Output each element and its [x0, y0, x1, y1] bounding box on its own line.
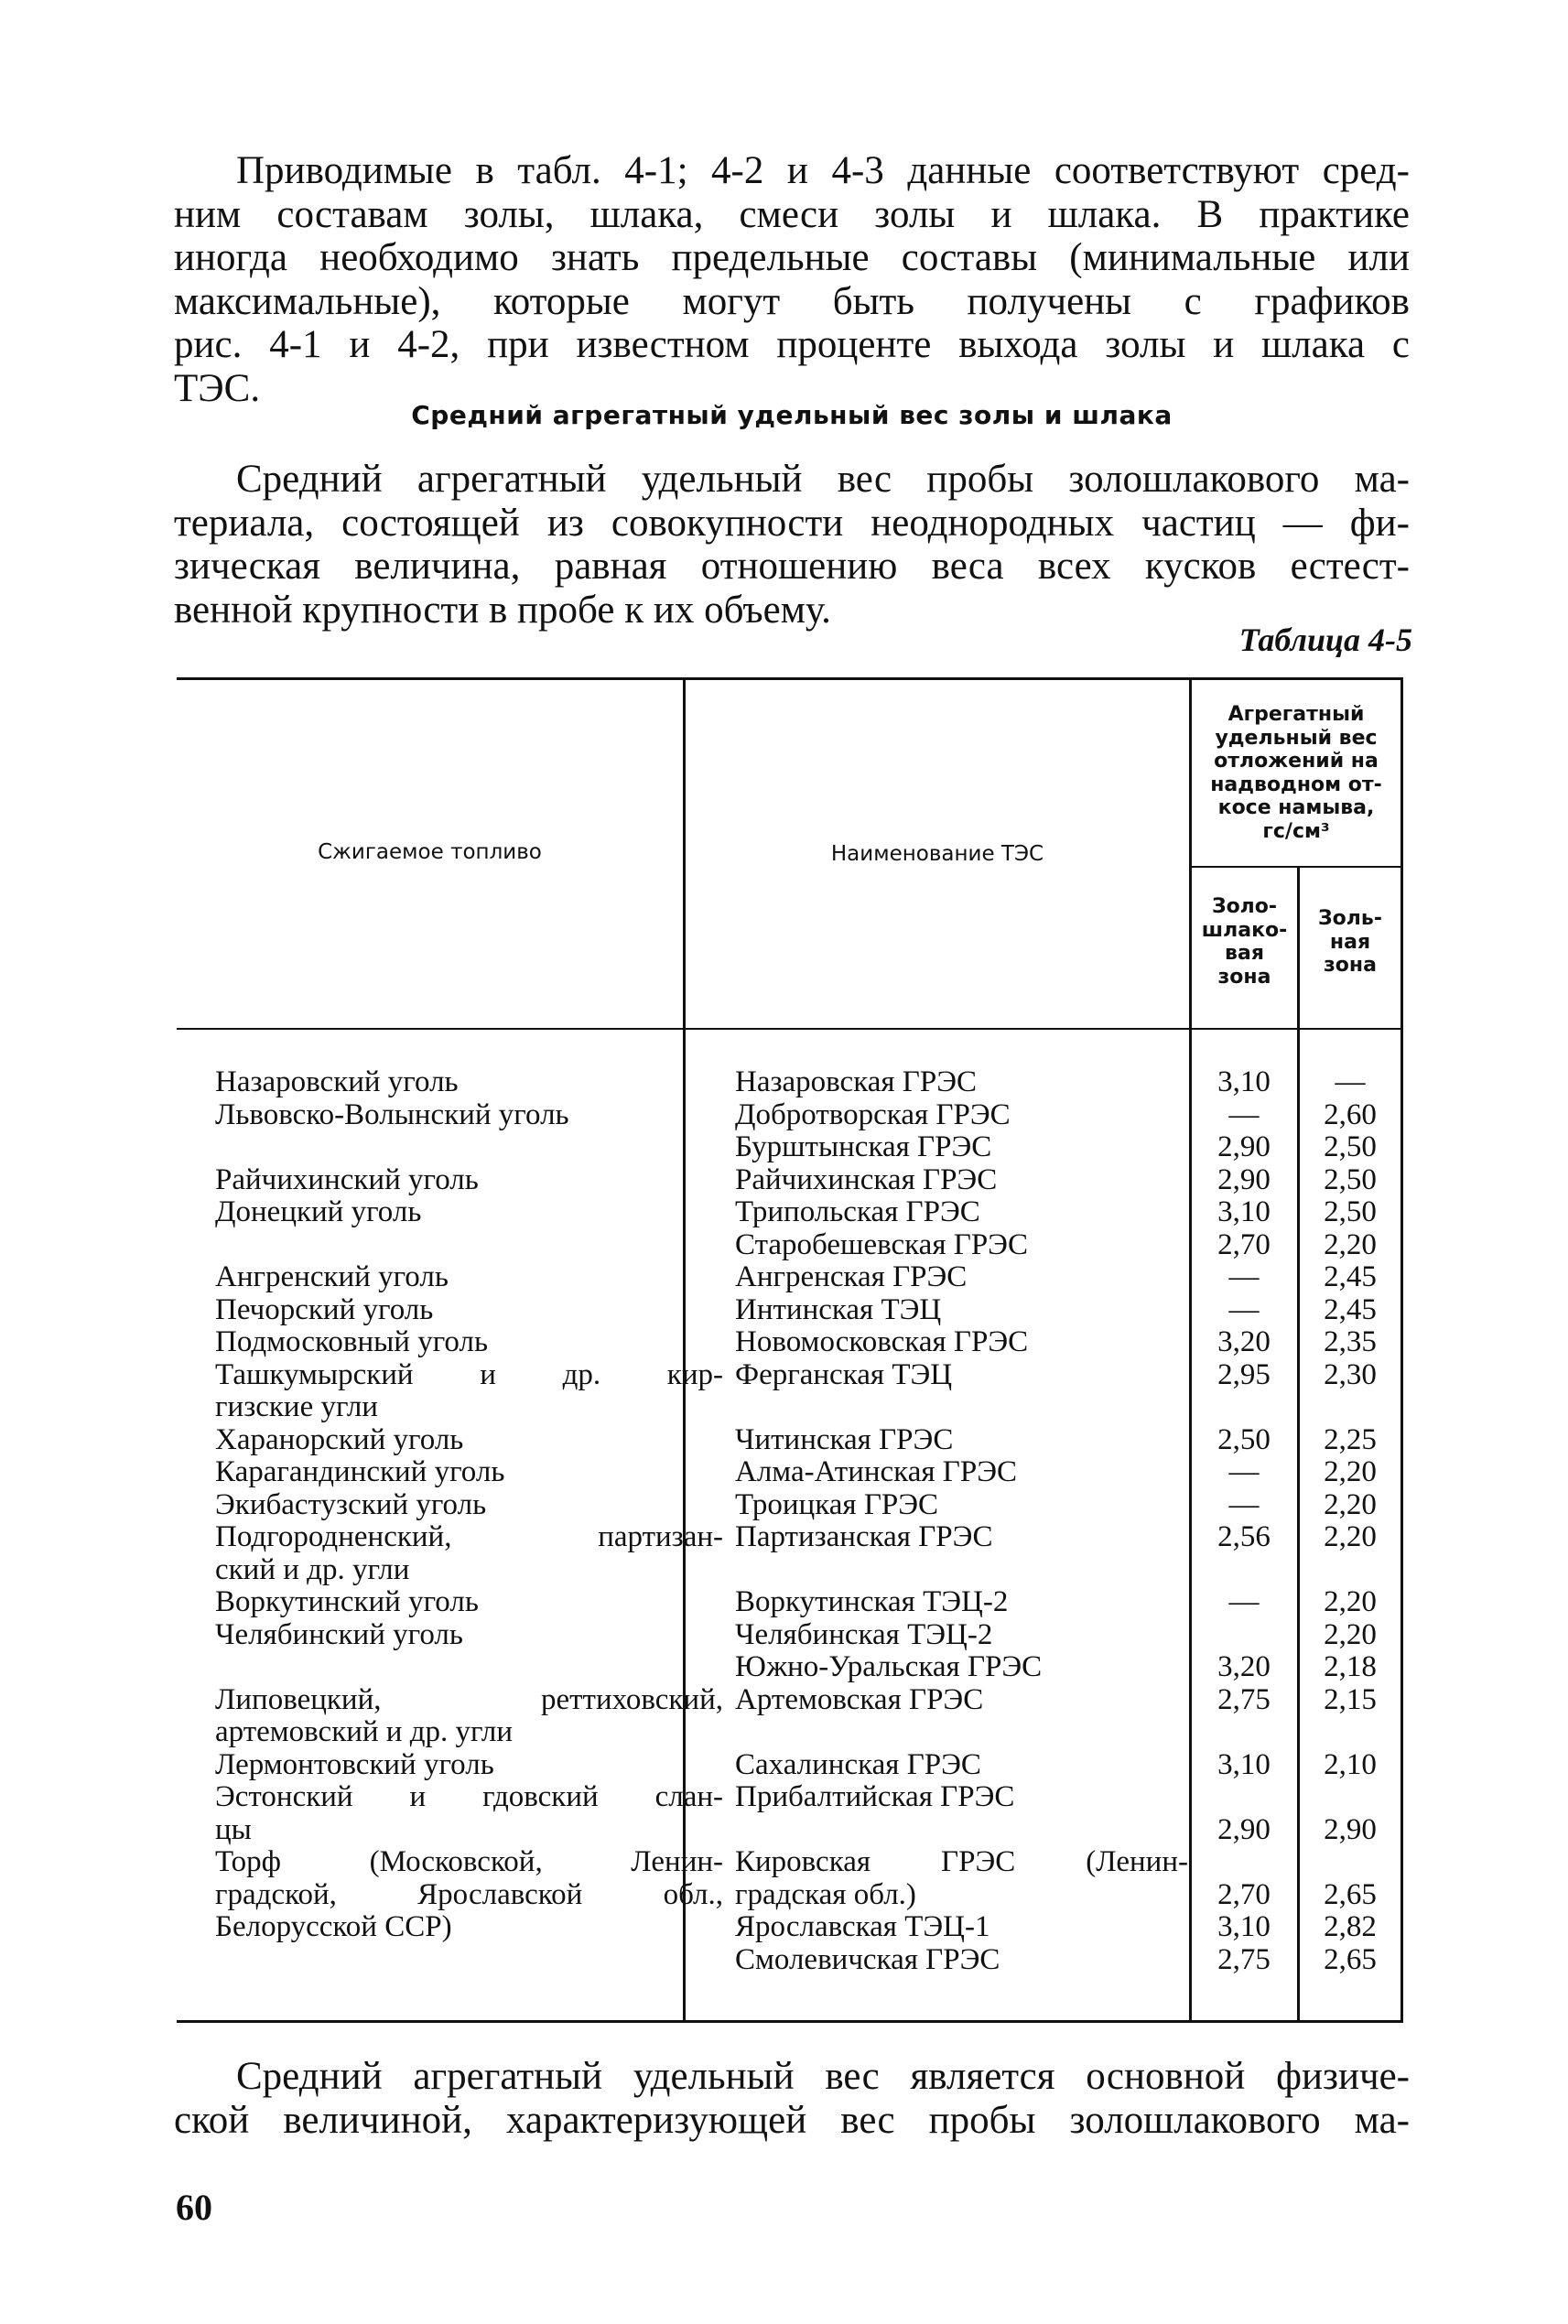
zone1-value	[1193, 1391, 1295, 1424]
table-bottom-rule	[177, 2020, 1403, 2023]
fuel-cell	[215, 1131, 723, 1164]
tes-cell: Ферганская ТЭЦ	[735, 1357, 953, 1391]
paragraph-line: венной крупности в пробе к их объему.	[174, 588, 831, 632]
page-number: 60	[176, 2187, 212, 2228]
zone1-value: —	[1228, 1487, 1260, 1521]
zone2-value: —	[1335, 1065, 1366, 1098]
tes-cell: Ярославская ТЭЦ-1	[735, 1910, 990, 1943]
fuel-cell	[215, 1651, 723, 1684]
fuel-cell: Назаровский уголь	[215, 1065, 459, 1098]
zone1-value: 3,20	[1217, 1650, 1271, 1683]
tes-cell: Старобешевская ГРЭС	[735, 1227, 1028, 1261]
table-caption: Таблица 4-5	[1238, 622, 1412, 658]
table-subheader-rule	[1189, 866, 1403, 868]
zone1-value: —	[1228, 1260, 1260, 1293]
fuel-cell: Подмосковный уголь	[215, 1325, 488, 1358]
tes-cell	[735, 1391, 1188, 1424]
zone2-value: 2,90	[1324, 1812, 1377, 1846]
fuel-cell: цы	[215, 1812, 252, 1846]
zone1-value: 3,20	[1217, 1325, 1271, 1358]
zone1-value: 2,95	[1217, 1357, 1271, 1391]
paragraph-line: Приводимые в табл. 4-1; 4-2 и 4-3 данные соответствуют сред-	[236, 149, 1410, 192]
table-top-rule	[177, 677, 1403, 680]
tes-cell: Трипольская ГРЭС	[735, 1195, 980, 1228]
tes-cell: Райчихинская ГРЭС	[735, 1162, 998, 1196]
zone1-value: —	[1228, 1292, 1260, 1326]
zone2-value: 2,20	[1324, 1227, 1377, 1261]
table-col-rule	[1189, 680, 1192, 2020]
zone1-value	[1193, 1781, 1295, 1814]
zone2-value	[1301, 1391, 1400, 1424]
header-line: зона	[1217, 965, 1271, 989]
header-line: Золо-	[1211, 895, 1278, 918]
fuel-cell: Ташкумырский и др. кир-	[215, 1357, 723, 1391]
header-line: гс/см³	[1262, 819, 1330, 843]
paragraph-line: иногда необходимо знать предельные составы (минимальные или	[174, 236, 1410, 279]
header-zone1	[1192, 895, 1297, 989]
header-line: шлако-	[1201, 918, 1288, 942]
zone2-value: 2,45	[1324, 1292, 1377, 1326]
zone1-value: —	[1228, 1585, 1260, 1618]
zone2-value: 2,50	[1324, 1195, 1377, 1228]
fuel-cell: гизские угли	[215, 1390, 378, 1423]
zone1-value	[1193, 1846, 1295, 1879]
tes-column	[735, 1066, 1188, 1976]
tes-cell	[735, 1814, 1188, 1847]
fuel-cell: Львовско-Волынский уголь	[215, 1097, 569, 1131]
zone2-value: 2,15	[1324, 1682, 1377, 1716]
fuel-cell: градской, Ярославской обл.,	[215, 1877, 723, 1911]
zone1-value: 3,10	[1217, 1910, 1271, 1943]
fuel-cell	[215, 1229, 723, 1262]
table-col-rule	[1297, 868, 1300, 2020]
tes-cell: Бурштынская ГРЭС	[735, 1130, 992, 1163]
table-header-rule	[177, 1028, 1403, 1030]
tes-cell: Сахалинская ГРЭС	[735, 1747, 981, 1781]
fuel-cell: Ангренский уголь	[215, 1260, 449, 1293]
fuel-cell: Экибастузский уголь	[215, 1487, 487, 1521]
fuel-cell: Белорусской ССР)	[215, 1910, 452, 1943]
paragraph-line: рис. 4-1 и 4-2, при известном проценте выхода золы и шлака с	[174, 323, 1410, 366]
zone2-value	[1301, 1781, 1400, 1814]
zone1-value: 2,90	[1217, 1130, 1271, 1163]
data-table	[177, 677, 1403, 2023]
paragraph-line: Средний агрегатный удельный вес пробы золошлакового ма-	[236, 458, 1410, 501]
zone2-value: 2,35	[1324, 1325, 1377, 1358]
zone2-value: 2,50	[1324, 1162, 1377, 1196]
zone1-value: 3,10	[1217, 1195, 1271, 1228]
fuel-cell: Донецкий уголь	[215, 1195, 422, 1228]
paragraph-line: ской величиной, характеризующей вес пробы золошлакового ма-	[174, 2098, 1410, 2142]
tes-cell: Новомосковская ГРЭС	[735, 1325, 1029, 1358]
fuel-cell: Подгородненский, партизан-	[215, 1520, 723, 1553]
zone2-value: 2,20	[1324, 1617, 1377, 1651]
tes-cell: Кировская ГРЭС (Ленин-	[735, 1845, 1188, 1878]
zone2-value: 2,20	[1324, 1585, 1377, 1618]
paragraph-line: териала, состоящей из совокупности неоднородных частиц — фи-	[174, 501, 1410, 545]
header-aggregate-weight	[1192, 703, 1400, 843]
zone2-value: 2,20	[1324, 1455, 1377, 1488]
paragraph-line: ним составам золы, шлака, смеси золы и шлака. В практике	[174, 192, 1410, 236]
zone2-value: 2,20	[1324, 1487, 1377, 1521]
tes-cell: Партизанская ГРЭС	[735, 1520, 993, 1553]
tes-cell: Артемовская ГРЭС	[735, 1682, 984, 1716]
zone2-value: 2,30	[1324, 1357, 1377, 1391]
zone1-value	[1193, 1554, 1295, 1587]
tes-cell: Алма-Атинская ГРЭС	[735, 1455, 1018, 1488]
fuel-cell: ский и др. угли	[215, 1552, 410, 1586]
tes-cell: Воркутинская ТЭЦ-2	[735, 1585, 1009, 1618]
zone2-column	[1301, 1066, 1400, 1976]
tes-cell: Читинская ГРЭС	[735, 1422, 954, 1456]
zone1-value: —	[1228, 1455, 1260, 1488]
zone1-value: 2,75	[1217, 1682, 1271, 1716]
fuel-cell: Лермонтовский уголь	[215, 1747, 494, 1781]
zone2-value: 2,65	[1324, 1877, 1377, 1911]
section-heading: Средний агрегатный удельный вес золы и шлака	[411, 400, 1173, 430]
zone2-value	[1301, 1846, 1400, 1879]
fuel-cell: Эстонский и гдовский слан-	[215, 1780, 723, 1813]
fuel-cell	[215, 1944, 723, 1977]
zone2-value	[1301, 1716, 1400, 1749]
header-line: Золь-	[1318, 907, 1382, 930]
paragraph-line: Средний агрегатный удельный вес является основной физиче-	[236, 2055, 1410, 2098]
tes-cell: градская обл.)	[735, 1877, 916, 1911]
zone1-value: 2,70	[1217, 1227, 1271, 1261]
zone2-value: 2,10	[1324, 1747, 1377, 1781]
tes-cell: Прибалтийская ГРЭС	[735, 1780, 1015, 1813]
tes-cell: Троицкая ГРЭС	[735, 1487, 939, 1521]
fuel-column	[215, 1066, 723, 1976]
header-fuel: Сжигаемое топливо	[318, 840, 542, 864]
fuel-cell: Воркутинский уголь	[215, 1585, 479, 1618]
zone1-value: 3,10	[1217, 1065, 1271, 1098]
zone2-value: 2,82	[1324, 1910, 1377, 1943]
zone1-value: 2,56	[1217, 1520, 1271, 1553]
intro-paragraph	[174, 149, 1410, 410]
fuel-cell: Торф (Московской, Ленин-	[215, 1845, 723, 1878]
zone1-value	[1193, 1619, 1295, 1652]
header-line: зона	[1324, 954, 1377, 977]
fuel-cell: Липовецкий, реттиховский,	[215, 1682, 723, 1716]
header-line: Агрегатный	[1227, 703, 1365, 726]
zone1-value: 2,70	[1217, 1877, 1271, 1911]
zone2-value: 2,20	[1324, 1520, 1377, 1553]
zone1-value: 2,90	[1217, 1812, 1271, 1846]
tes-cell	[735, 1716, 1188, 1749]
paragraph-line: максимальные), которые могут быть получены с графиков	[174, 279, 1410, 323]
tes-cell: Южно-Уральская ГРЭС	[735, 1650, 1043, 1683]
zone1-value: —	[1228, 1097, 1260, 1131]
header-line: вая	[1225, 942, 1264, 965]
zone2-value: 2,25	[1324, 1422, 1377, 1456]
closing-paragraph	[174, 2055, 1410, 2142]
fuel-cell: Карагандинский уголь	[215, 1455, 505, 1488]
zone1-value: 2,50	[1217, 1422, 1271, 1456]
definition-paragraph	[174, 458, 1410, 632]
tes-cell: Челябинская ТЭЦ-2	[735, 1617, 993, 1651]
header-zone2	[1300, 907, 1400, 978]
header-tes: Наименование ТЭС	[830, 842, 1044, 866]
fuel-cell: Райчихинский уголь	[215, 1162, 479, 1196]
tes-cell: Добротворская ГРЭС	[735, 1097, 1011, 1131]
header-line: ная	[1329, 930, 1371, 954]
tes-cell: Назаровская ГРЭС	[735, 1065, 978, 1098]
table-col-rule	[1400, 680, 1403, 2020]
header-line: отложений на	[1214, 750, 1379, 773]
zone1-value: 3,10	[1217, 1747, 1271, 1781]
zone1-value: 2,75	[1217, 1942, 1271, 1976]
tes-cell: Ангренская ГРЭС	[735, 1260, 968, 1293]
zone1-value: 2,90	[1217, 1162, 1271, 1196]
fuel-cell: артемовский и др. угли	[215, 1715, 513, 1748]
header-line: косе намыва,	[1217, 796, 1375, 819]
fuel-cell: Челябинский уголь	[215, 1617, 463, 1651]
zone1-column	[1193, 1066, 1295, 1976]
zone2-value	[1301, 1554, 1400, 1587]
zone2-value: 2,45	[1324, 1260, 1377, 1293]
zone1-value	[1193, 1716, 1295, 1749]
zone2-value: 2,65	[1324, 1942, 1377, 1976]
zone2-value: 2,60	[1324, 1097, 1377, 1131]
zone2-value: 2,50	[1324, 1130, 1377, 1163]
paragraph-line: зическая величина, равная отношению веса всех кусков естест-	[174, 545, 1410, 588]
tes-cell	[735, 1554, 1188, 1587]
fuel-cell: Печорский уголь	[215, 1292, 434, 1326]
tes-cell: Интинская ТЭЦ	[735, 1292, 942, 1326]
tes-cell: Смолевичская ГРЭС	[735, 1942, 1000, 1976]
header-line: удельный вес	[1215, 726, 1378, 750]
fuel-cell: Харанорский уголь	[215, 1422, 464, 1456]
zone2-value: 2,18	[1324, 1650, 1377, 1683]
header-line: надводном от-	[1210, 773, 1382, 796]
paragraph-line: ТЭС.	[174, 366, 261, 410]
